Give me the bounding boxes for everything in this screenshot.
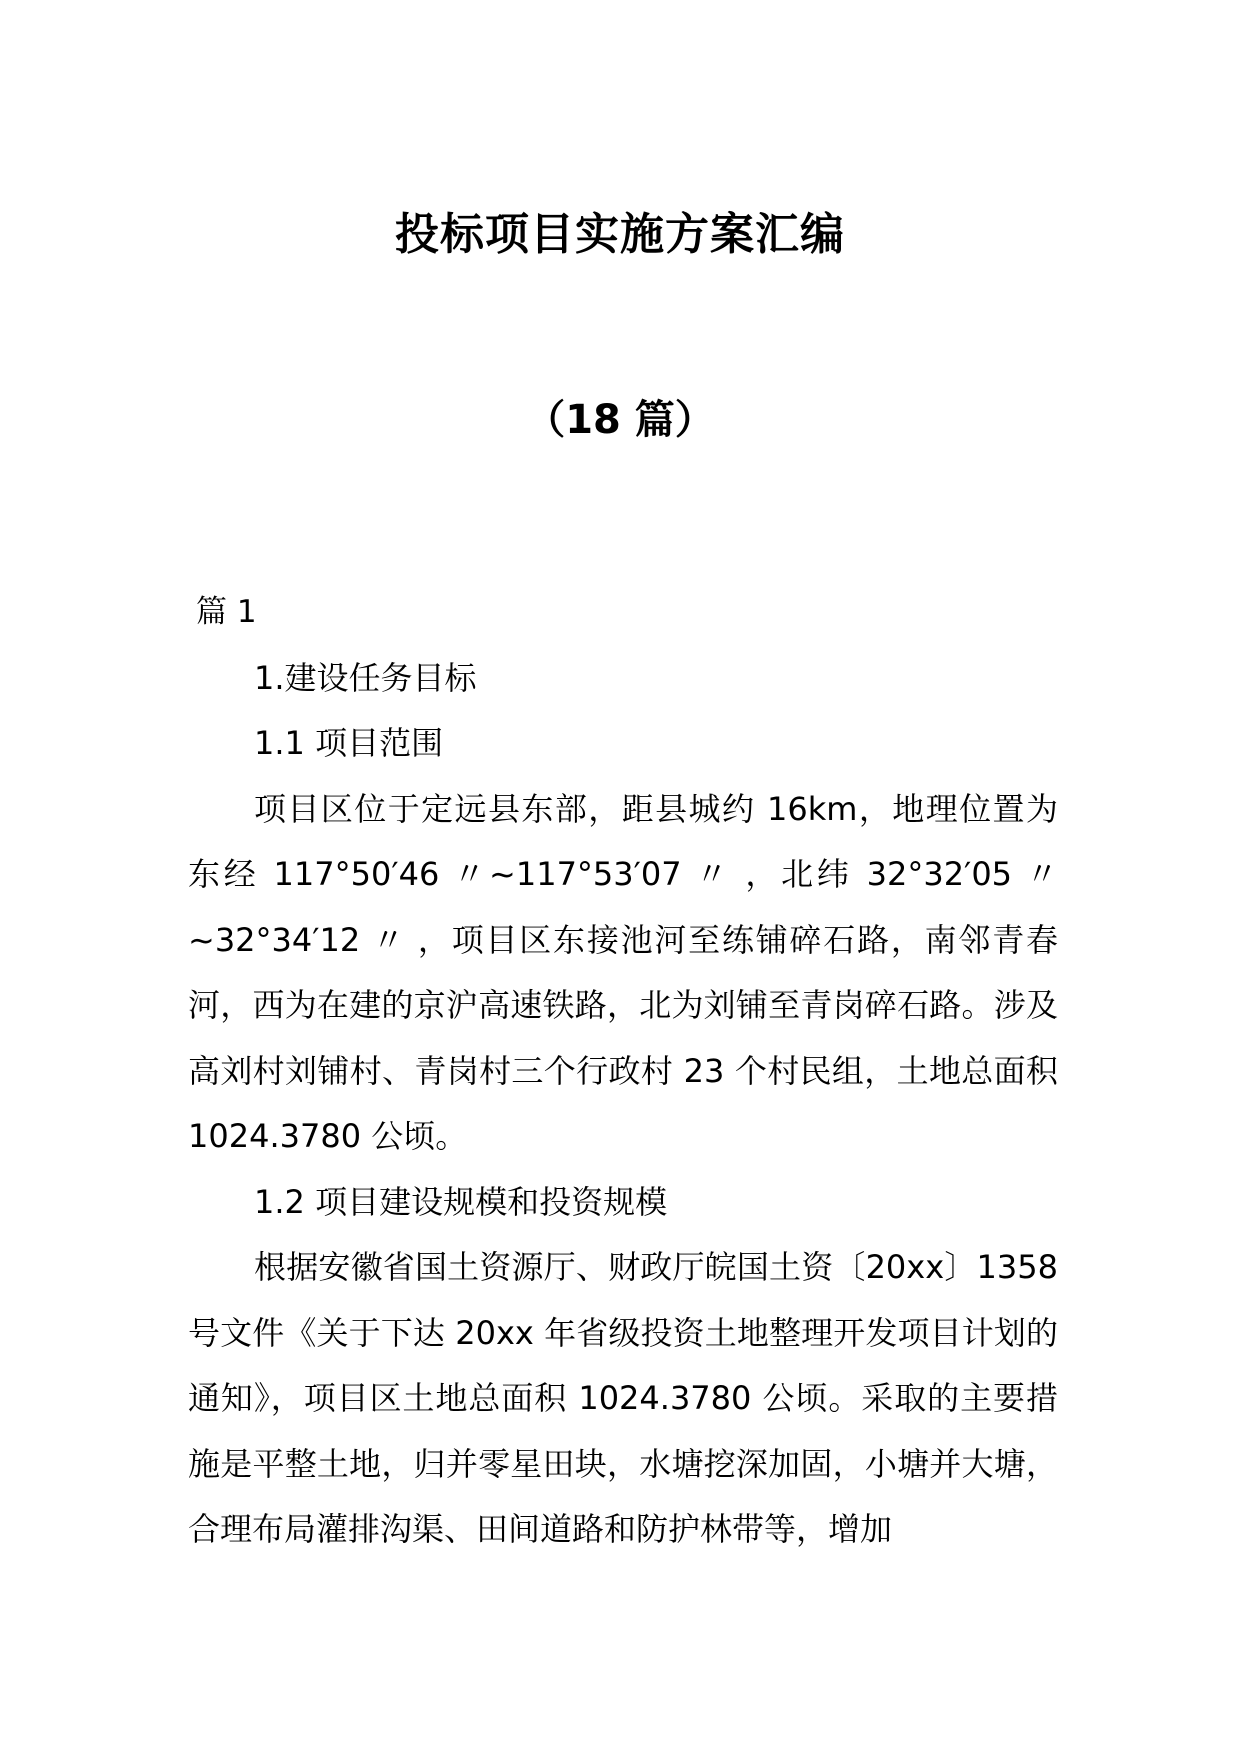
paragraph-investment-basis: 根据安徽省国土资源厅、财政厅皖国土资〔20xx〕1358 号文件《关于下达 20xx 年省级投资土地整理开发项目计划的通知》，项目区土地总面积 1024.3780 公顷。采取的主要措施是平整土地，归并零星田块，水塘挖深加固，小塘并大塘，合理布局灌排沟渠、田间道路和防护林带等，增加 [188,1248,1058,1548]
heading-construction-scale: 1.2 项目建设规模和投资规模 [254,1182,668,1221]
section-label: 篇 1 [196,594,257,630]
document-title: 投标项目实施方案汇编 [395,209,845,260]
heading-project-scope: 1.1 项目范围 [254,724,444,762]
document-body [188,580,1058,1563]
heading-construction-goals: 1.建设任务目标 [254,658,477,697]
document-subtitle: （18 篇） [525,397,715,443]
paragraph-project-location: 项目区位于定远县东部，距县城约 16km，地理位置为东经 117°50′46 〃~117°53′07 〃 ，北纬 32°32′05 〃~32°34′12 〃 ，项目区东接池河至练铺碎石路，南邻青春河，西为在建的京沪高速铁路，北为刘铺至青岗碎石路。涉及高刘村刘铺村、青岗村三个行政村 23 个村民组，土地总面积 1024.3780 公顷。 [188,789,1058,1155]
